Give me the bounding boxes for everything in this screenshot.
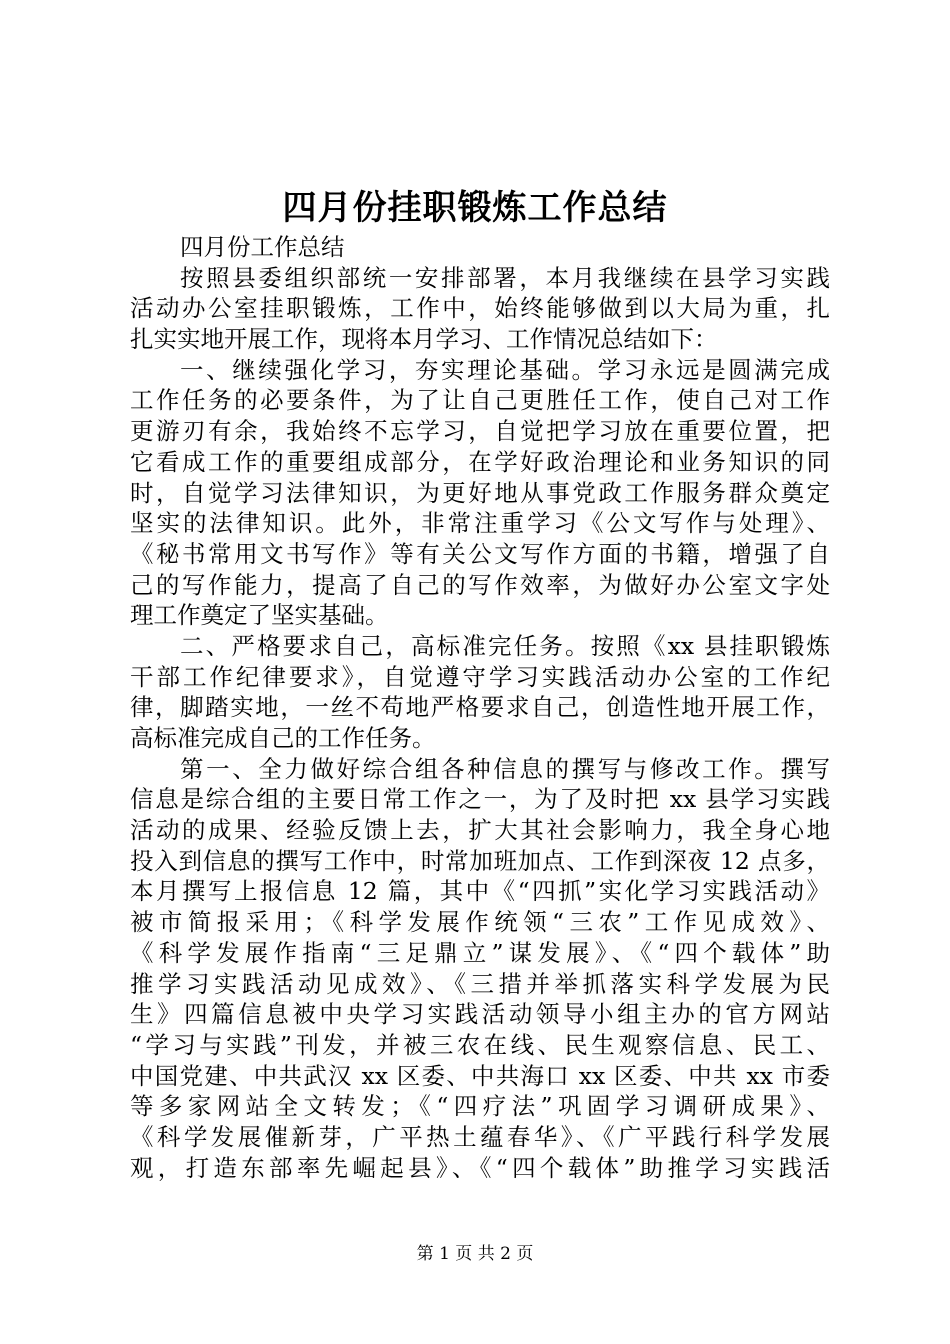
paragraph-line: 投入到信息的撰写工作中，时常加班加点、工作到深夜 12 点多， — [130, 846, 830, 875]
paragraph-line: 第一、全力做好综合组各种信息的撰写与修改工作。撰写 — [180, 754, 830, 783]
paragraph-line: 高标准完成自己的工作任务。 — [130, 724, 436, 752]
paragraph-line: 工作任务的必要条件，为了让自己更胜任工作，使自己对工作 — [130, 386, 830, 415]
document-title: 四月份挂职锻炼工作总结 — [282, 188, 668, 228]
document-body — [130, 232, 830, 1183]
paragraph-line: 扎实实地开展工作，现将本月学习、工作情况总结如下： — [130, 325, 718, 354]
paragraph-line: 一、继续强化学习，夯实理论基础。学习永远是圆满完成 — [180, 355, 830, 384]
paragraph-line: “学习与实践”刊发，并被三农在线、民生观察信息、民工、 — [130, 1030, 830, 1059]
paragraph-line: 更游刃有余，我始终不忘学习，自觉把学习放在重要位置，把 — [130, 417, 830, 446]
paragraph-line: 生》四篇信息被中央学习实践活动领导小组主办的官方网站 — [130, 1000, 830, 1029]
paragraph-line: 理工作奠定了坚实基础。 — [130, 601, 389, 630]
paragraph-line: 律，脚踏实地，一丝不苟地严格要求自己，创造性地开展工作， — [130, 693, 830, 722]
paragraph-line: 本月撰写上报信息 12 篇，其中《“四抓”实化学习实践活动》 — [130, 877, 830, 906]
paragraph-line: 活动办公室挂职锻炼，工作中，始终能够做到以大局为重，扎 — [130, 294, 830, 323]
paragraph-line: 等多家网站全文转发；《“四疗法”巩固学习调研成果》、 — [130, 1092, 830, 1121]
paragraph-line: 己的写作能力，提高了自己的写作效率，为做好办公室文字处 — [130, 570, 830, 599]
paragraph-line: 信息是综合组的主要日常工作之一，为了及时把 xx 县学习实践 — [130, 785, 830, 814]
subtitle-line: 四月份工作总结 — [180, 233, 345, 261]
paragraph-line: 按照县委组织部统一安排部署，本月我继续在县学习实践 — [180, 263, 830, 292]
paragraph-line: 《秘书常用文书写作》等有关公文写作方面的书籍，增强了自 — [130, 539, 830, 568]
paragraph-line: 被市简报采用；《科学发展作统领“三农”工作见成效》、 — [130, 908, 830, 937]
paragraph-line: 观，打造东部率先崛起县》、《“四个载体”助推学习实践活 — [130, 1153, 830, 1182]
paragraph-line: 中国党建、中共武汉 xx 区委、中共海口 xx 区委、中共 xx 市委 — [130, 1061, 830, 1090]
paragraph-line: 推学习实践活动见成效》、《三措并举抓落实科学发展为民 — [130, 969, 830, 998]
paragraph-line: 活动的成果、经验反馈上去，扩大其社会影响力，我全身心地 — [130, 816, 830, 845]
paragraph-line: 时，自觉学习法律知识，为更好地从事党政工作服务群众奠定 — [130, 478, 830, 507]
paragraph-line: 干部工作纪律要求》，自觉遵守学习实践活动办公室的工作纪 — [130, 662, 830, 691]
page-number-footer: 第 1 页 共 2 页 — [416, 1244, 534, 1264]
paragraph-line: 它看成工作的重要组成部分，在学好政治理论和业务知识的同 — [130, 447, 830, 476]
paragraph-line: 《科学发展催新芽，广平热土蕴春华》、《广平践行科学发展 — [130, 1122, 830, 1151]
paragraph-line: 坚实的法律知识。此外，非常注重学习《公文写作与处理》、 — [130, 509, 830, 538]
paragraph-line: 《科学发展作指南“三足鼎立”谋发展》、《“四个载体”助 — [130, 938, 830, 967]
paragraph-line: 二、严格要求自己，高标准完任务。按照《xx 县挂职锻炼 — [180, 631, 830, 660]
